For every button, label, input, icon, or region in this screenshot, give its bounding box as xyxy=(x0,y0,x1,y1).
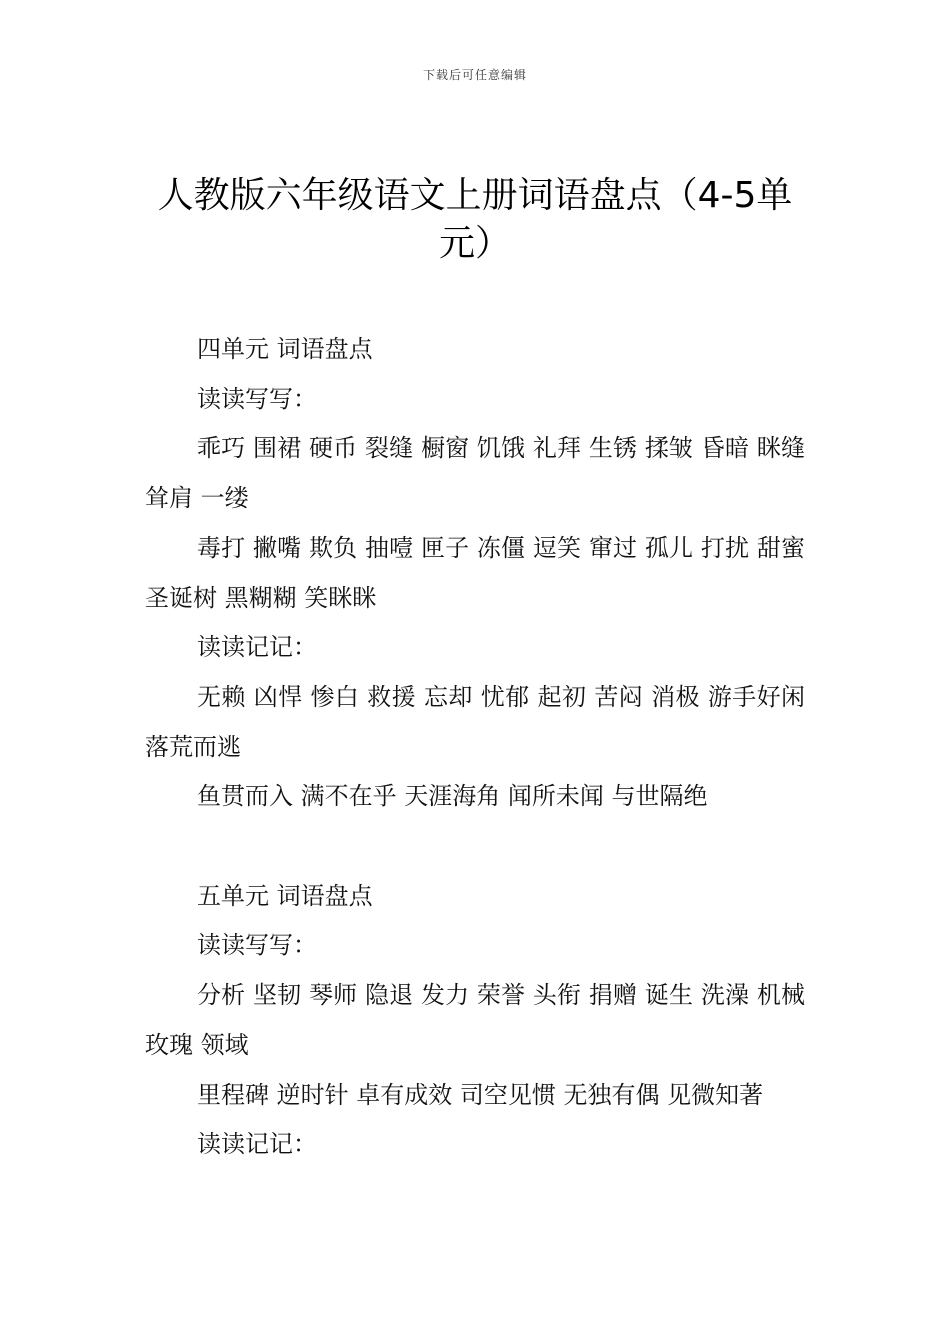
unit5-read-write-label: 读读写写： xyxy=(197,931,317,960)
unit5-read-write-words-2: 里程碑 逆时针 卓有成效 司空见惯 无独有偶 见微知著 xyxy=(197,1080,764,1109)
section-spacer xyxy=(145,822,805,872)
unit4-read-write-words-1: 乖巧 围裙 硬币 裂缝 橱窗 饥饿 礼拜 生锈 揉皱 昏暗 眯缝 耸肩 一缕 xyxy=(145,434,805,513)
unit5-read-remember-label: 读读记记： xyxy=(197,1130,317,1159)
unit4-heading: 四单元 词语盘点 xyxy=(197,335,373,363)
unit4-read-remember-words-1: 无赖 凶悍 惨白 救援 忘却 忧郁 起初 苦闷 消极 游手好闲 落荒而逃 xyxy=(145,682,805,761)
unit4-read-remember-words-2: 鱼贯而入 满不在乎 天涯海角 闻所未闻 与世隔绝 xyxy=(197,782,708,811)
document-title: 人教版六年级语文上册词语盘点（4-5单元） xyxy=(157,175,793,264)
page-header-note: 下载后可任意编辑 xyxy=(422,68,527,82)
unit4-read-write-words-2: 毒打 撇嘴 欺负 抽噎 匣子 冻僵 逗笑 窜过 孤儿 打扰 甜蜜 圣诞树 黑糊糊 笑眯眯 xyxy=(145,533,805,612)
unit4-read-write-label: 读读写写： xyxy=(197,384,317,413)
unit4-read-remember-label: 读读记记： xyxy=(197,633,317,662)
unit5-read-write-words-1: 分析 坚韧 琴师 隐退 发力 荣誉 头衔 捐赠 诞生 洗澡 机械 玫瑰 领域 xyxy=(145,981,805,1059)
unit5-heading: 五单元 词语盘点 xyxy=(197,881,373,910)
document-body xyxy=(145,325,805,1170)
